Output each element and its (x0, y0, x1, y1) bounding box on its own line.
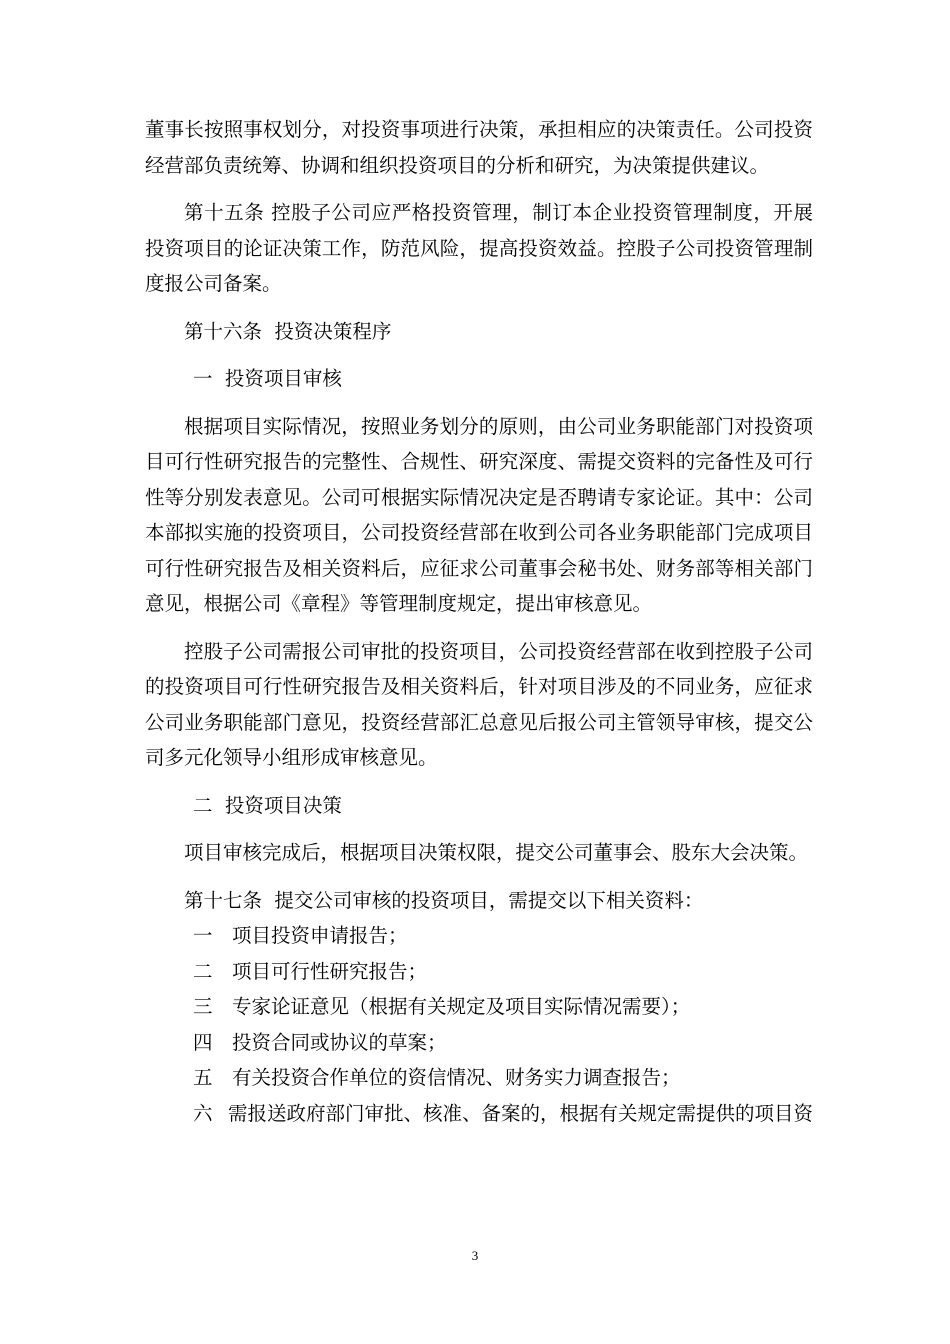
document-body (145, 112, 813, 1131)
list-item-text: 项目投资申请报告； (232, 924, 408, 947)
list-item-text: 有关投资合作单位的资信情况、财务实力调查报告； (232, 1066, 681, 1089)
article-17-paragraph: 第十七条 提交公司审核的投资项目，需提交以下相关资料： (184, 888, 704, 912)
paragraph: 根据项目实际情况，按照业务划分的原则，由公司业务职能部门对投资项目可行性研究报告的完整性、合规性、研究深度、需提交资料的完备性及可行性等分别发表意见。公司可根据实际情况决定是否聘请专家论证。其中：公司本部拟实施的投资项目，公司投资经营部在收到公司各业务职能部门完成项目可行性研究报告及相关资料后，应征求公司董事会秘书处、财务部等相关部门意见，根据公司《章程》等管理制度规定，提出审核意见。 (145, 414, 813, 615)
list-item (145, 954, 813, 990)
paragraph: 项目审核完成后，根据项目决策权限，提交公司董事会、股东大会决策。 (184, 841, 809, 864)
list-item (145, 1096, 813, 1132)
list-item-number: 六 (193, 1101, 213, 1125)
section-heading-decision: 二 投资项目决策 (193, 793, 342, 817)
article-16-heading: 第十六条 投资决策程序 (184, 319, 392, 343)
list-item (145, 1060, 813, 1096)
article-15-paragraph: 第十五条 控股子公司应严格投资管理，制订本企业投资管理制度，开展投资项目的论证决策工作，防范风险，提高投资效益。控股子公司投资管理制度报公司备案。 (145, 201, 813, 295)
list-item (145, 989, 813, 1025)
paragraph: 董事长按照事权划分，对投资事项进行决策，承担相应的决策责任。公司投资经营部负责统筹、协调和组织投资项目的分析和研究，为决策提供建议。 (145, 118, 813, 177)
list-item-number: 五 (193, 1066, 213, 1089)
list-item (145, 918, 813, 954)
list-item-number: 二 (193, 959, 213, 983)
list-item-number: 四 (193, 1030, 213, 1054)
page-number: 3 (471, 1248, 479, 1263)
paragraph: 控股子公司需报公司审批的投资项目，公司投资经营部在收到控股子公司的投资项目可行性研究报告及相关资料后，针对项目涉及的不同业务，应征求公司业务职能部门意见，投资经营部汇总意见后报公司主管领导审核，提交公司多元化领导小组形成审核意见。 (145, 639, 813, 769)
list-item-number: 一 (193, 924, 213, 947)
list-item-number: 三 (193, 995, 213, 1018)
list-item-text: 项目可行性研究报告； (232, 959, 428, 983)
list-item (145, 1025, 813, 1061)
list-item-text: 需报送政府部门审批、核准、备案的，根据有关规定需提供的项目资 (227, 1101, 813, 1125)
list-item-text: 投资合同或协议的草案； (232, 1030, 447, 1054)
section-heading-review: 一 投资项目审核 (193, 367, 342, 390)
list-item-text: 专家论证意见（根据有关规定及项目实际情况需要）； (232, 995, 691, 1018)
